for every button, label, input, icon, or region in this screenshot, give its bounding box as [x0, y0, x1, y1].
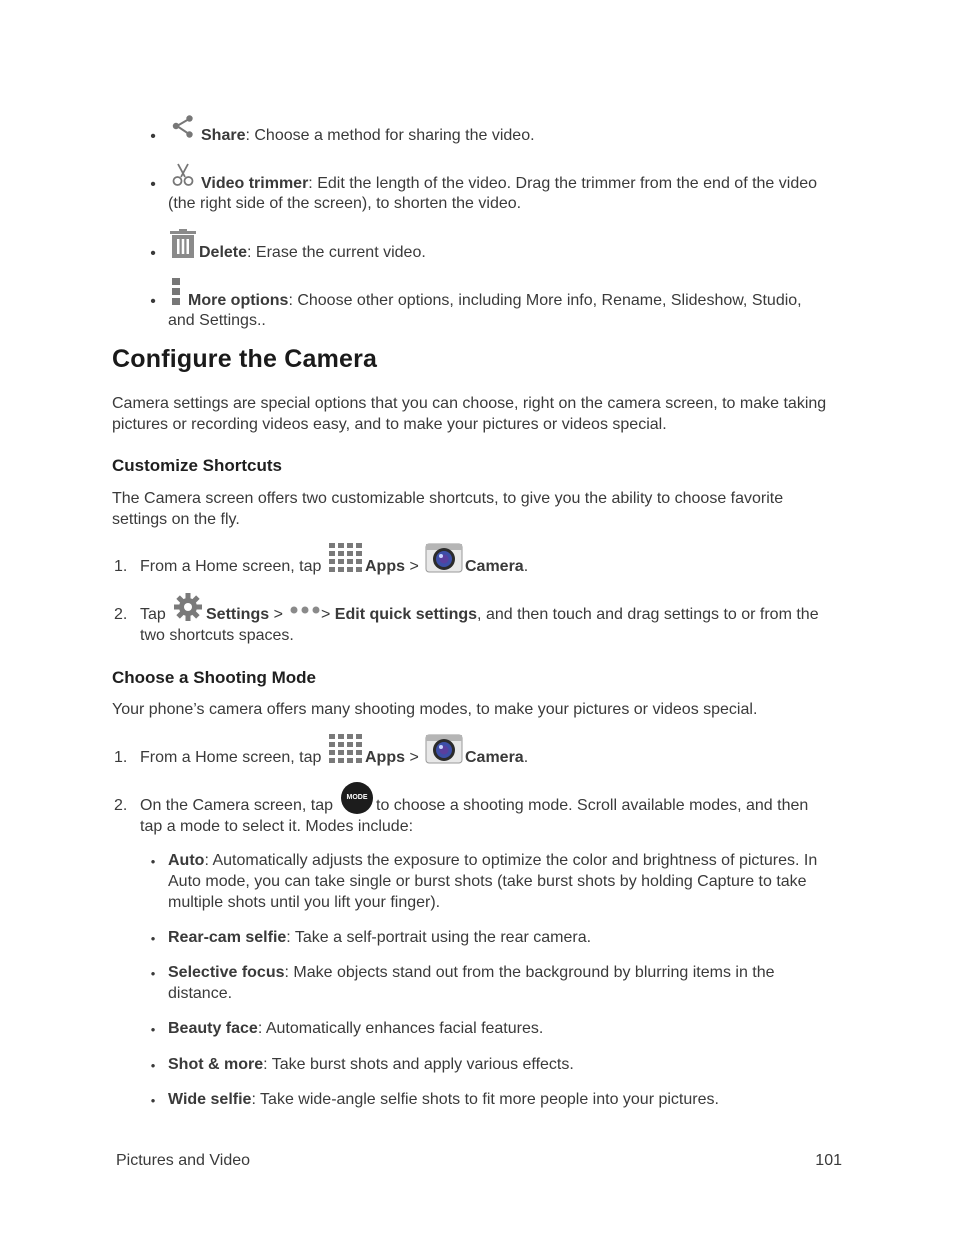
scissors-icon: [170, 162, 196, 188]
step-line-edit: [321, 604, 819, 625]
section-title: Configure the Camera: [112, 345, 378, 373]
camera-label: Camera: [465, 749, 524, 766]
bullet: •: [150, 931, 156, 946]
step-text: From a Home screen, tap: [140, 749, 322, 766]
settings-label: Settings: [206, 606, 270, 623]
step-text: On the Camera screen, tap: [140, 797, 333, 814]
description: : Choose other options, including More info, Rename, Slideshow, Studio,: [288, 292, 802, 309]
bullet: •: [150, 293, 156, 310]
step-number: 1.: [114, 558, 128, 575]
description: : Edit the length of the video. Drag the trimmer from the end of the video: [308, 175, 818, 192]
mode-button-icon: [341, 782, 373, 814]
separator: >: [321, 606, 335, 623]
term: Auto: [168, 852, 205, 869]
term: Beauty face: [168, 1020, 258, 1037]
step-line-apps: [365, 747, 419, 768]
term: Selective focus: [168, 964, 285, 981]
term: Delete: [199, 244, 248, 261]
description: : Choose a method for sharing the video.: [245, 127, 535, 144]
paragraph-line: settings on the fly.: [112, 511, 240, 528]
step-number: 2.: [114, 797, 128, 814]
description: : Make objects stand out from the background by blurring items in the: [284, 964, 775, 981]
bullet: •: [150, 128, 156, 145]
list-item: [168, 927, 848, 948]
step-text: , and then touch and drag settings to or from the: [477, 606, 819, 623]
term: Shot & more: [168, 1056, 264, 1073]
list-item-continuation: Auto mode, you can take single or burst shots (take burst shots by holding Capture to take: [168, 873, 807, 890]
step-text: to choose a shooting mode. Scroll available modes, and then: [376, 797, 809, 814]
more-dots-icon: [289, 600, 323, 610]
description: : Take burst shots and apply various effects.: [263, 1056, 574, 1073]
period: .: [523, 749, 529, 766]
list-item-continuation: distance.: [168, 985, 233, 1002]
camera-app-icon: [425, 734, 463, 764]
subsection-heading: Customize Shortcuts: [112, 456, 283, 475]
description: : Take a self-portrait using the rear camera.: [286, 929, 592, 946]
list-item: [199, 242, 839, 263]
apps-label: Apps: [365, 558, 405, 575]
step-continuation: two shortcuts spaces.: [140, 627, 294, 644]
more-options-icon: [172, 277, 182, 307]
period: .: [523, 558, 529, 575]
term: More options: [188, 292, 289, 309]
step-text: From a Home screen, tap: [140, 558, 322, 575]
separator: >: [269, 606, 283, 623]
description: : Automatically adjusts the exposure to optimize the color and brightness of pictures. In: [204, 852, 818, 869]
bullet: •: [150, 966, 156, 981]
list-item: [168, 1054, 848, 1075]
bullet: •: [150, 176, 156, 193]
step-number: 1.: [114, 749, 128, 766]
description: : Take wide-angle selfie shots to fit more people into your pictures.: [251, 1091, 719, 1108]
separator: >: [405, 749, 419, 766]
description: : Automatically enhances facial features.: [257, 1020, 544, 1037]
term: Rear-cam selfie: [168, 929, 287, 946]
gear-icon: [173, 592, 203, 622]
list-item: [188, 290, 848, 311]
footer-section-name: Pictures and Video: [116, 1152, 251, 1169]
bullet: •: [150, 854, 156, 869]
list-item-continuation: (the right side of the screen), to shorten the video.: [168, 195, 522, 212]
mode-icon-label: MODE: [346, 794, 368, 801]
edit-quick-settings-label: Edit quick settings: [334, 606, 478, 623]
intro-paragraph-line: Camera settings are special options that you can choose, right on the camera screen, to make taking: [112, 395, 827, 412]
list-item-continuation: and Settings..: [168, 312, 266, 329]
list-item: [201, 173, 841, 194]
description: : Erase the current video.: [247, 244, 426, 261]
step-text: Tap: [140, 606, 166, 623]
separator: >: [405, 558, 419, 575]
page-number: 101: [815, 1152, 842, 1169]
list-item: [168, 1089, 848, 1110]
camera-app-icon: [425, 543, 463, 573]
step-number: 2.: [114, 606, 128, 623]
intro-paragraph-line: pictures or recording videos easy, and to make your pictures or videos special.: [112, 416, 667, 433]
trash-icon: [169, 229, 197, 259]
bullet: •: [150, 1058, 156, 1073]
step-line-settings: [206, 604, 283, 625]
list-item: [201, 125, 841, 146]
term: Share: [201, 127, 246, 144]
apps-label: Apps: [365, 749, 405, 766]
apps-grid-icon: [329, 734, 363, 764]
paragraph-line: The Camera screen offers two customizable shortcuts, to give you the ability to choose favorite: [112, 490, 784, 507]
list-item: [168, 962, 848, 983]
list-item: [168, 850, 848, 871]
bullet: •: [150, 1093, 156, 1108]
share-icon: [170, 114, 196, 140]
step-line-camera: [465, 556, 528, 577]
step-line-camera: [465, 747, 528, 768]
step-line-apps: [365, 556, 419, 577]
step-continuation: tap a mode to select it. Modes include:: [140, 818, 414, 835]
paragraph-line: Your phone’s camera offers many shooting modes, to make your pictures or videos special.: [112, 701, 758, 718]
apps-grid-icon: [329, 543, 363, 573]
list-item-continuation: multiple shots until you lift your finger).: [168, 894, 441, 911]
bullet: •: [150, 245, 156, 262]
camera-label: Camera: [465, 558, 524, 575]
term: Video trimmer: [201, 175, 309, 192]
list-item: [168, 1018, 848, 1039]
term: Wide selfie: [168, 1091, 252, 1108]
bullet: •: [150, 1022, 156, 1037]
subsection-heading: Choose a Shooting Mode: [112, 668, 316, 687]
